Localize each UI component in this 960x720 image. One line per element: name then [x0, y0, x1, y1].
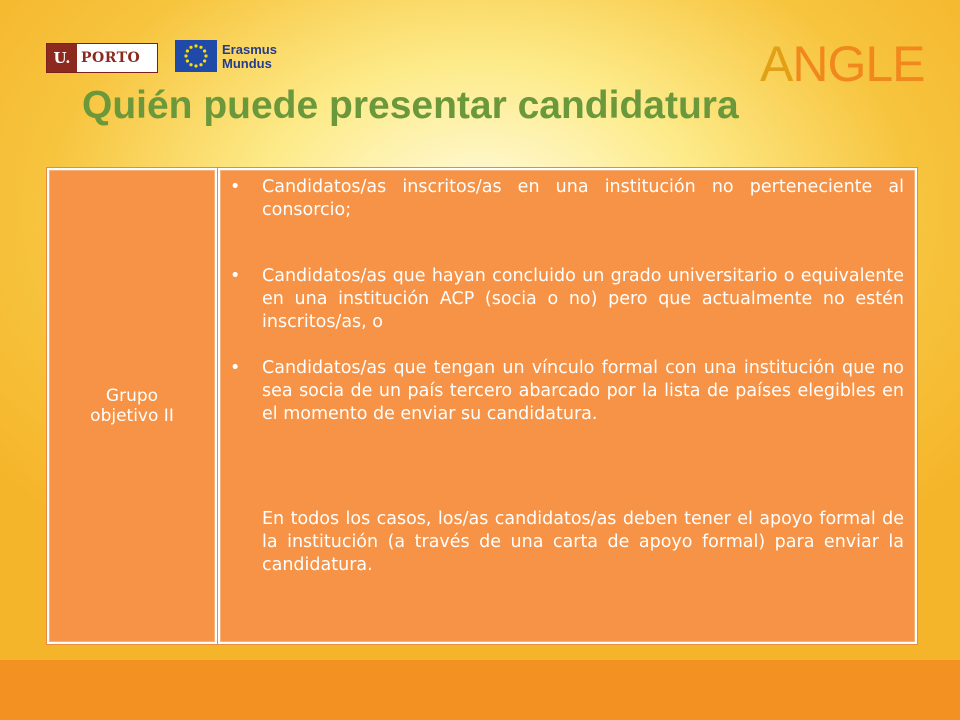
- uporto-logo: [46, 43, 158, 73]
- note-paragraph: En todos los casos, los/as candidatos/as deben tener el apoyo formal de la institución (a través de una carta de apoyo formal) para enviar la candidatura.: [262, 509, 904, 575]
- list-item-text: Candidatos/as inscritos/as en una institución no perteneciente al consorcio;: [262, 177, 904, 220]
- angle-logo-first: A: [760, 36, 793, 92]
- list-item-text: Candidatos/as que hayan concluido un grado universitario o equivalente en una institución ACP (socia o no) pero que actualmente no estén inscritos/as, o: [262, 266, 904, 332]
- bullet-icon: •: [230, 358, 241, 378]
- erasmus-line2: Mundus: [222, 56, 272, 71]
- group-label-cell: [47, 168, 217, 644]
- erasmus-mundus-logo-text: [222, 43, 277, 71]
- eu-flag-icon: [175, 40, 217, 72]
- bullet-icon: •: [230, 177, 241, 197]
- list-item: [230, 265, 904, 334]
- uporto-logo-u: U.: [47, 44, 77, 72]
- bullet-icon: •: [230, 266, 241, 286]
- page-title: Quién puede presentar candidatura: [82, 84, 739, 127]
- list-item: [230, 357, 904, 426]
- angle-logo: [760, 35, 925, 93]
- erasmus-line1: Erasmus: [222, 42, 277, 57]
- angle-logo-rest: NGLE: [792, 36, 925, 92]
- uporto-logo-porto: PORTO: [81, 50, 141, 66]
- bullet-list: [230, 176, 904, 426]
- list-item: [230, 176, 904, 222]
- group-label: Grupo objetivo II: [90, 386, 174, 426]
- footer-band: [0, 660, 960, 720]
- list-item-text: Candidatos/as que tengan un vínculo formal con una institución que no sea socia de un país tercero abarcado por la lista de países elegibles en el momento de enviar su candidatura.: [262, 358, 904, 424]
- content-cell: [218, 168, 917, 644]
